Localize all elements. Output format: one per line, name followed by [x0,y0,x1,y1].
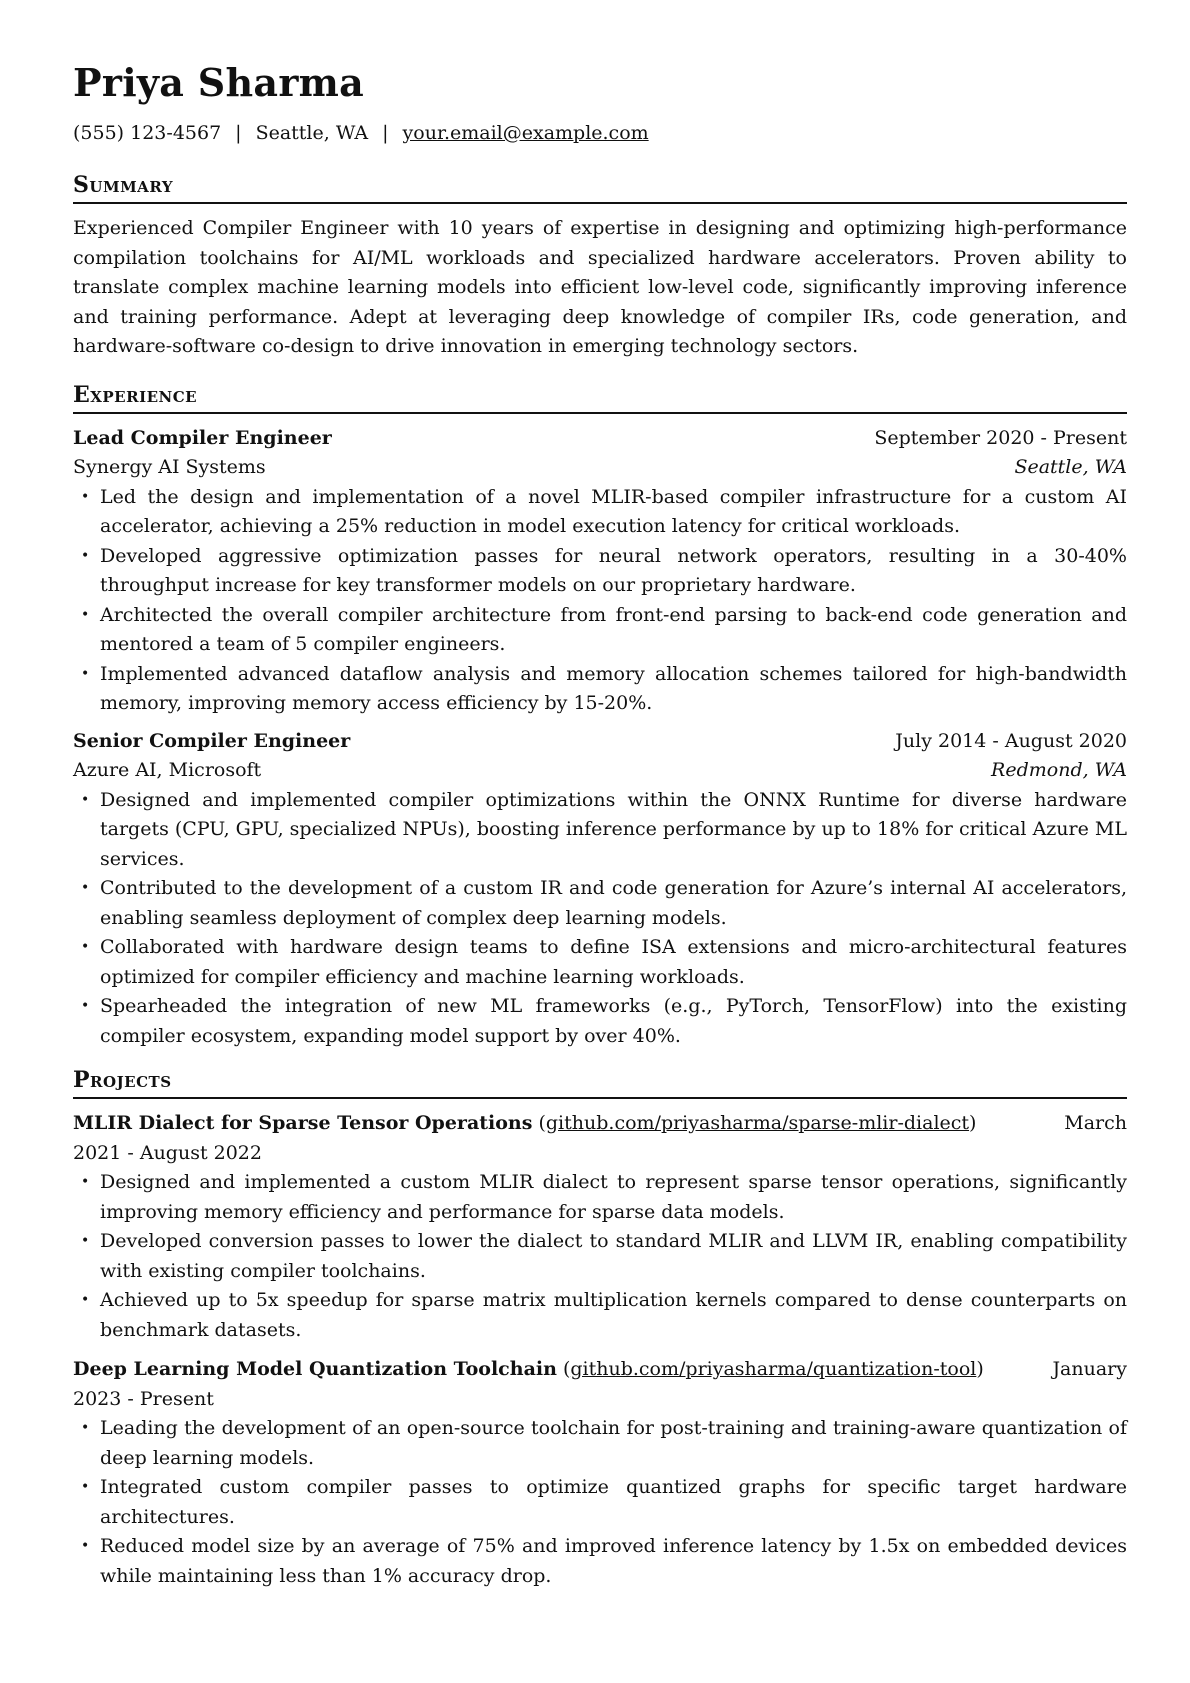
project-name: MLIR Dialect for Sparse Tensor Operations [73,1112,533,1134]
company-name: Azure AI, Microsoft [73,759,262,781]
summary-text: Experienced Compiler Engineer with 10 years of expertise in designing and optimizing high-performance compilation toolchains for AI/ML workloads and specialized hardware accelerators. Proven ability to translate complex machine learning models into efficient low-level code, significantly improving inference and training performance. Adept at leveraging deep knowledge of compiler IRs, code generation, and hardware-software co-design to drive innovation in emerging technology sectors. [73,217,1127,357]
bullet-icon: • [81,1174,90,1190]
list-item [73,1414,1127,1473]
section-title-projects: Projects [73,1065,1127,1099]
bullet-icon: • [81,1420,90,1436]
project-date-start: March [1064,1112,1127,1134]
list-item [73,933,1127,992]
list-item [73,1227,1127,1286]
contact-separator: | [382,122,389,144]
bullet-text: Led the design and implementation of a novel MLIR-based compiler infrastructure for a custom AI accelerator, achieving a 25% reduction in model execution latency for critical workloads. [100,485,1127,537]
job-entry [73,727,1127,1052]
phone-number: (555) 123-4567 [73,122,222,144]
project-entry [73,1109,1127,1345]
candidate-name: Priya Sharma [73,60,365,105]
project-name: Deep Learning Model Quantization Toolchain [73,1358,557,1380]
bullet-text: Achieved up to 5x speedup for sparse matrix multiplication kernels compared to dense counterparts on benchmark datasets. [100,1289,1127,1341]
job-bullets [73,786,1127,1052]
bullet-icon: • [81,939,90,955]
contact-line [73,118,1127,148]
bullet-icon: • [81,606,90,623]
project-link[interactable]: github.com/priyasharma/sparse-mlir-dialect [545,1112,970,1134]
bullet-icon: • [81,791,90,808]
bullet-text: Leading the development of an open-source toolchain for post-training and training-aware quantization of deep learning models. [100,1417,1127,1469]
project-bullets [73,1414,1127,1591]
bullet-icon: • [81,880,90,896]
section-title-summary: Summary [73,170,1127,204]
project-date-rest: 2021 - August 2022 [73,1141,262,1164]
list-item [73,786,1127,875]
bullet-icon: • [81,1233,90,1249]
job-subheader [73,756,1127,786]
job-dates: September 2020 - Present [874,426,1127,449]
list-item [73,1473,1127,1532]
job-header [73,727,1127,757]
job-location: Seattle, WA [1014,456,1127,478]
bullet-text: Reduced model size by an average of 75% and improved inference latency by 1.5x on embedded devices while maintaining less than 1% accuracy drop. [100,1535,1127,1587]
project-header: January Deep Learning Model Quantization Toolchain (github.com/priyasharma/quantization-tool) [73,1355,1127,1385]
bullet-icon: • [81,665,90,682]
job-subheader [73,453,1127,483]
contact-separator: | [235,122,242,144]
location: Seattle, WA [255,122,369,144]
section-title-experience: Experience [73,380,1127,414]
list-item [73,874,1127,933]
list-item [73,1168,1127,1227]
list-item [73,542,1127,601]
bullet-text: Contributed to the development of a custom IR and code generation for Azure’s internal AI accelerators, enabling seamless deployment of complex deep learning models. [100,877,1127,929]
bullet-icon: • [81,1292,90,1308]
bullet-text: Developed aggressive optimization passes for neural network operators, resulting in a 30-40% throughput increase for key transformer models on our proprietary hardware. [100,544,1127,596]
bullet-icon: • [81,1538,90,1554]
list-item [73,1532,1127,1591]
bullet-icon: • [81,998,90,1014]
bullet-text: Developed conversion passes to lower the dialect to standard MLIR and LLVM IR, enabling compatibility with existing compiler toolchains. [100,1230,1127,1282]
bullet-icon: • [81,488,90,505]
project-entry [73,1355,1127,1591]
bullet-icon: • [81,547,90,564]
bullet-text: Designed and implemented a custom MLIR dialect to represent sparse tensor operations, significantly improving memory efficiency and performance for sparse data models. [100,1171,1127,1223]
job-bullets [73,483,1127,719]
project-dates [73,1385,1127,1415]
resume-content [73,56,1127,1591]
list-item [73,992,1127,1051]
bullet-text: Designed and implemented compiler optimizations within the ONNX Runtime for diverse hardware targets (CPU, GPU, specialized NPUs), boosting inference performance by up to 18% for critical Azure ML services. [100,788,1127,870]
project-date-start: January [1052,1358,1127,1380]
bullet-text: Collaborated with hardware design teams to define ISA extensions and micro-architectural features optimized for compiler efficiency and machine learning workloads. [100,936,1127,988]
project-bullets [73,1168,1127,1345]
bullet-icon: • [81,1479,90,1495]
company-name: Synergy AI Systems [73,456,266,478]
bullet-text: Implemented advanced dataflow analysis and memory allocation schemes tailored for high-bandwidth memory, improving memory access efficiency by 15-20%. [100,662,1127,714]
project-link[interactable]: github.com/priyasharma/quantization-tool [570,1358,977,1380]
list-item [73,483,1127,542]
job-title: Senior Compiler Engineer [73,729,351,752]
bullet-text: Architected the overall compiler architecture from front-end parsing to back-end code generation and mentored a team of 5 compiler engineers. [100,603,1127,655]
project-dates [73,1139,1127,1169]
list-item [73,601,1127,660]
project-date-rest: 2023 - Present [73,1387,214,1410]
list-item [73,660,1127,719]
bullet-text: Integrated custom compiler passes to optimize quantized graphs for specific target hardware architectures. [100,1476,1127,1528]
job-header [73,424,1127,454]
job-dates: July 2014 - August 2020 [895,729,1127,752]
job-entry [73,424,1127,719]
job-title: Lead Compiler Engineer [73,426,332,449]
job-location: Redmond, WA [991,759,1127,781]
project-header: March MLIR Dialect for Sparse Tensor Operations (github.com/priyasharma/sparse-mlir-dialect) [73,1109,1127,1139]
bullet-text: Spearheaded the integration of new ML frameworks (e.g., PyTorch, TensorFlow) into the existing compiler ecosystem, expanding model support by over 40%. [100,995,1127,1047]
email-link[interactable]: your.email@example.com [402,122,649,144]
list-item [73,1286,1127,1345]
